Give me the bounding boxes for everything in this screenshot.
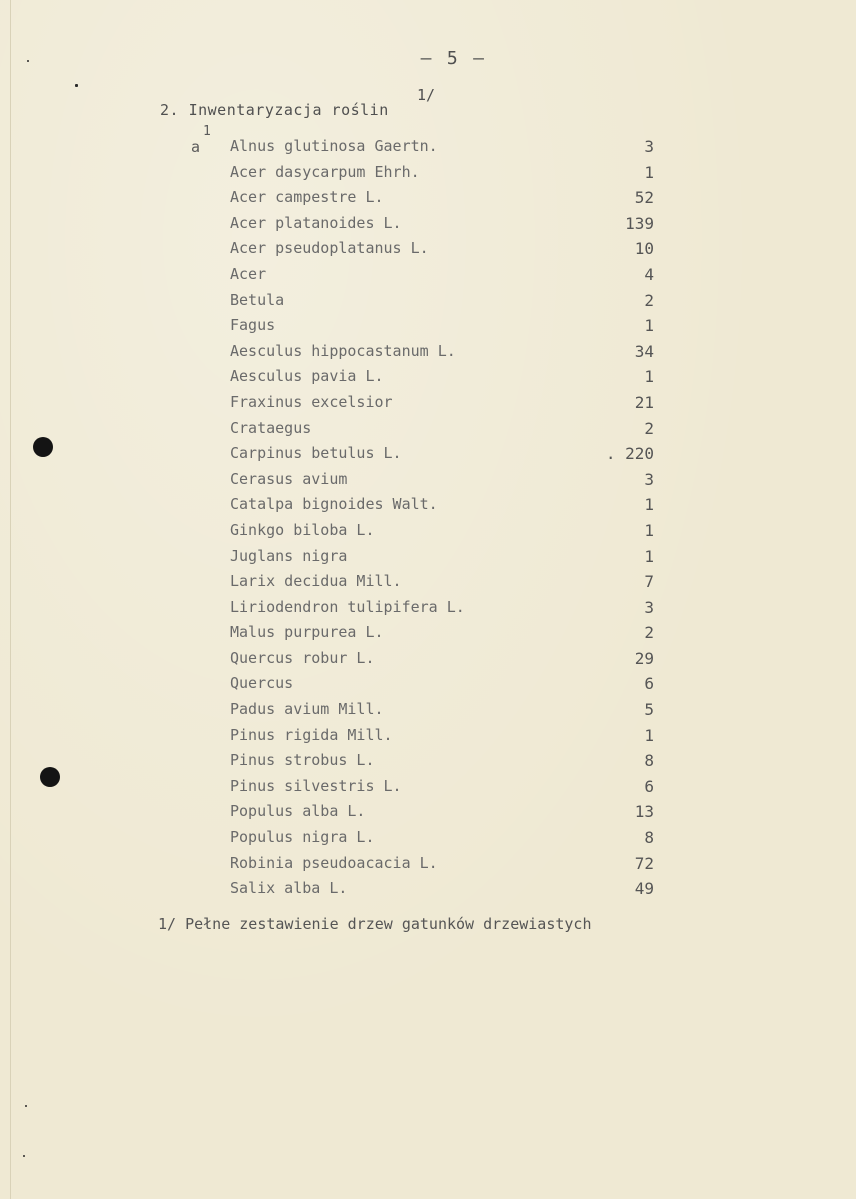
list-item [0,237,856,263]
list-item [0,877,856,903]
list-item [0,493,856,519]
species-count: 1 [644,546,654,566]
species-name: Salix alba L. [230,879,348,898]
species-count: 2 [644,623,654,643]
species-name: Carpinus betulus L. [230,444,402,463]
species-count: 10 [634,239,654,259]
ink-speck [27,60,29,62]
species-name: Aesculus hippocastanum L. [230,341,456,360]
species-count: . 220 [605,444,654,464]
species-name: Acer [230,264,267,283]
species-count: 139 [625,213,654,233]
list-item [0,672,856,698]
species-name: Robinia pseudoacacia L. [230,853,438,872]
subsection-superscript: 1 [203,124,211,139]
species-count: 52 [634,188,654,208]
species-name: Cerasus avium [230,469,348,488]
species-list [0,124,856,903]
species-name: Betula [230,290,285,309]
species-name: Fagus [230,316,276,335]
ink-speck [25,1105,27,1107]
species-name: Alnus glutinosa Gaertn. [230,137,438,155]
species-name: Crataegus [230,418,312,437]
species-count: 3 [644,469,654,489]
species-count: 1 [644,495,654,515]
species-name: Quercus robur L. [230,648,375,667]
list-item [0,442,856,468]
species-count: 1 [644,367,654,387]
species-count: 6 [644,776,654,796]
species-name: Fraxinus excelsior [230,392,393,411]
list-item [0,314,856,340]
punch-hole [40,767,60,787]
species-count: 4 [644,264,654,284]
list-item [0,417,856,443]
species-count: 5 [644,700,654,720]
page-number: – 5 – [420,48,486,69]
list-item [0,698,856,724]
species-count: 2 [644,290,654,310]
list-item [0,775,856,801]
list-item [0,749,856,775]
list-item [0,519,856,545]
species-name: Catalpa bignoides Walt. [230,495,438,514]
list-item [0,161,856,187]
species-count: 1 [644,162,654,182]
list-item [0,545,856,571]
species-name: Acer platanoides L. [230,213,402,232]
species-count: 3 [644,137,654,156]
species-name: Pinus silvestris L. [230,776,402,795]
ink-speck [23,1155,25,1157]
punch-hole [33,437,53,457]
species-name: Ginkgo biloba L. [230,520,375,539]
species-count: 72 [634,853,654,873]
list-item [0,852,856,878]
species-count: 8 [644,751,654,771]
species-name: Aesculus pavia L. [230,367,384,386]
section-heading: 2. Inwentaryzacja roślin [160,101,389,119]
species-name: Pinus strobus L. [230,751,375,770]
heading-footnote-marker: 1/ [417,86,436,104]
subsection-marker: a 1 [191,124,211,156]
list-item [0,365,856,391]
species-name: Padus avium Mill. [230,700,384,719]
species-name: Liriodendron tulipifera L. [230,597,465,616]
list-item [0,391,856,417]
species-name: Malus purpurea L. [230,623,384,642]
species-count: 21 [634,392,654,412]
species-count: 8 [644,828,654,848]
species-count: 6 [644,674,654,694]
ink-speck [75,84,78,87]
species-count: 34 [634,341,654,361]
species-count: 1 [644,316,654,336]
species-count: 13 [634,802,654,822]
list-item [0,621,856,647]
species-name: Larix decidua Mill. [230,572,402,591]
species-name: Acer dasycarpum Ehrh. [230,162,420,181]
species-name: Pinus rigida Mill. [230,725,393,744]
list-item [0,570,856,596]
list-item [0,724,856,750]
species-count: 7 [644,572,654,592]
species-name: Acer campestre L. [230,188,384,207]
species-count: 3 [644,597,654,617]
species-name: Populus nigra L. [230,828,375,847]
species-count: 2 [644,418,654,438]
species-name: Acer pseudoplatanus L. [230,239,429,258]
species-count: 1 [644,725,654,745]
species-name: Quercus [230,674,294,693]
list-item [0,263,856,289]
footnote: 1/ Pełne zestawienie drzew gatunków drzewiastych [158,915,592,933]
list-item [0,340,856,366]
species-name: Juglans nigra [230,546,348,565]
list-item [0,826,856,852]
species-name: Populus alba L. [230,802,366,821]
species-count: 49 [634,879,654,899]
list-item [0,596,856,622]
list-item [0,468,856,494]
list-item [0,124,856,161]
list-item [0,800,856,826]
species-count: 29 [634,648,654,668]
list-item [0,647,856,673]
list-item [0,212,856,238]
species-count: 1 [644,520,654,540]
list-item [0,186,856,212]
list-item [0,289,856,315]
